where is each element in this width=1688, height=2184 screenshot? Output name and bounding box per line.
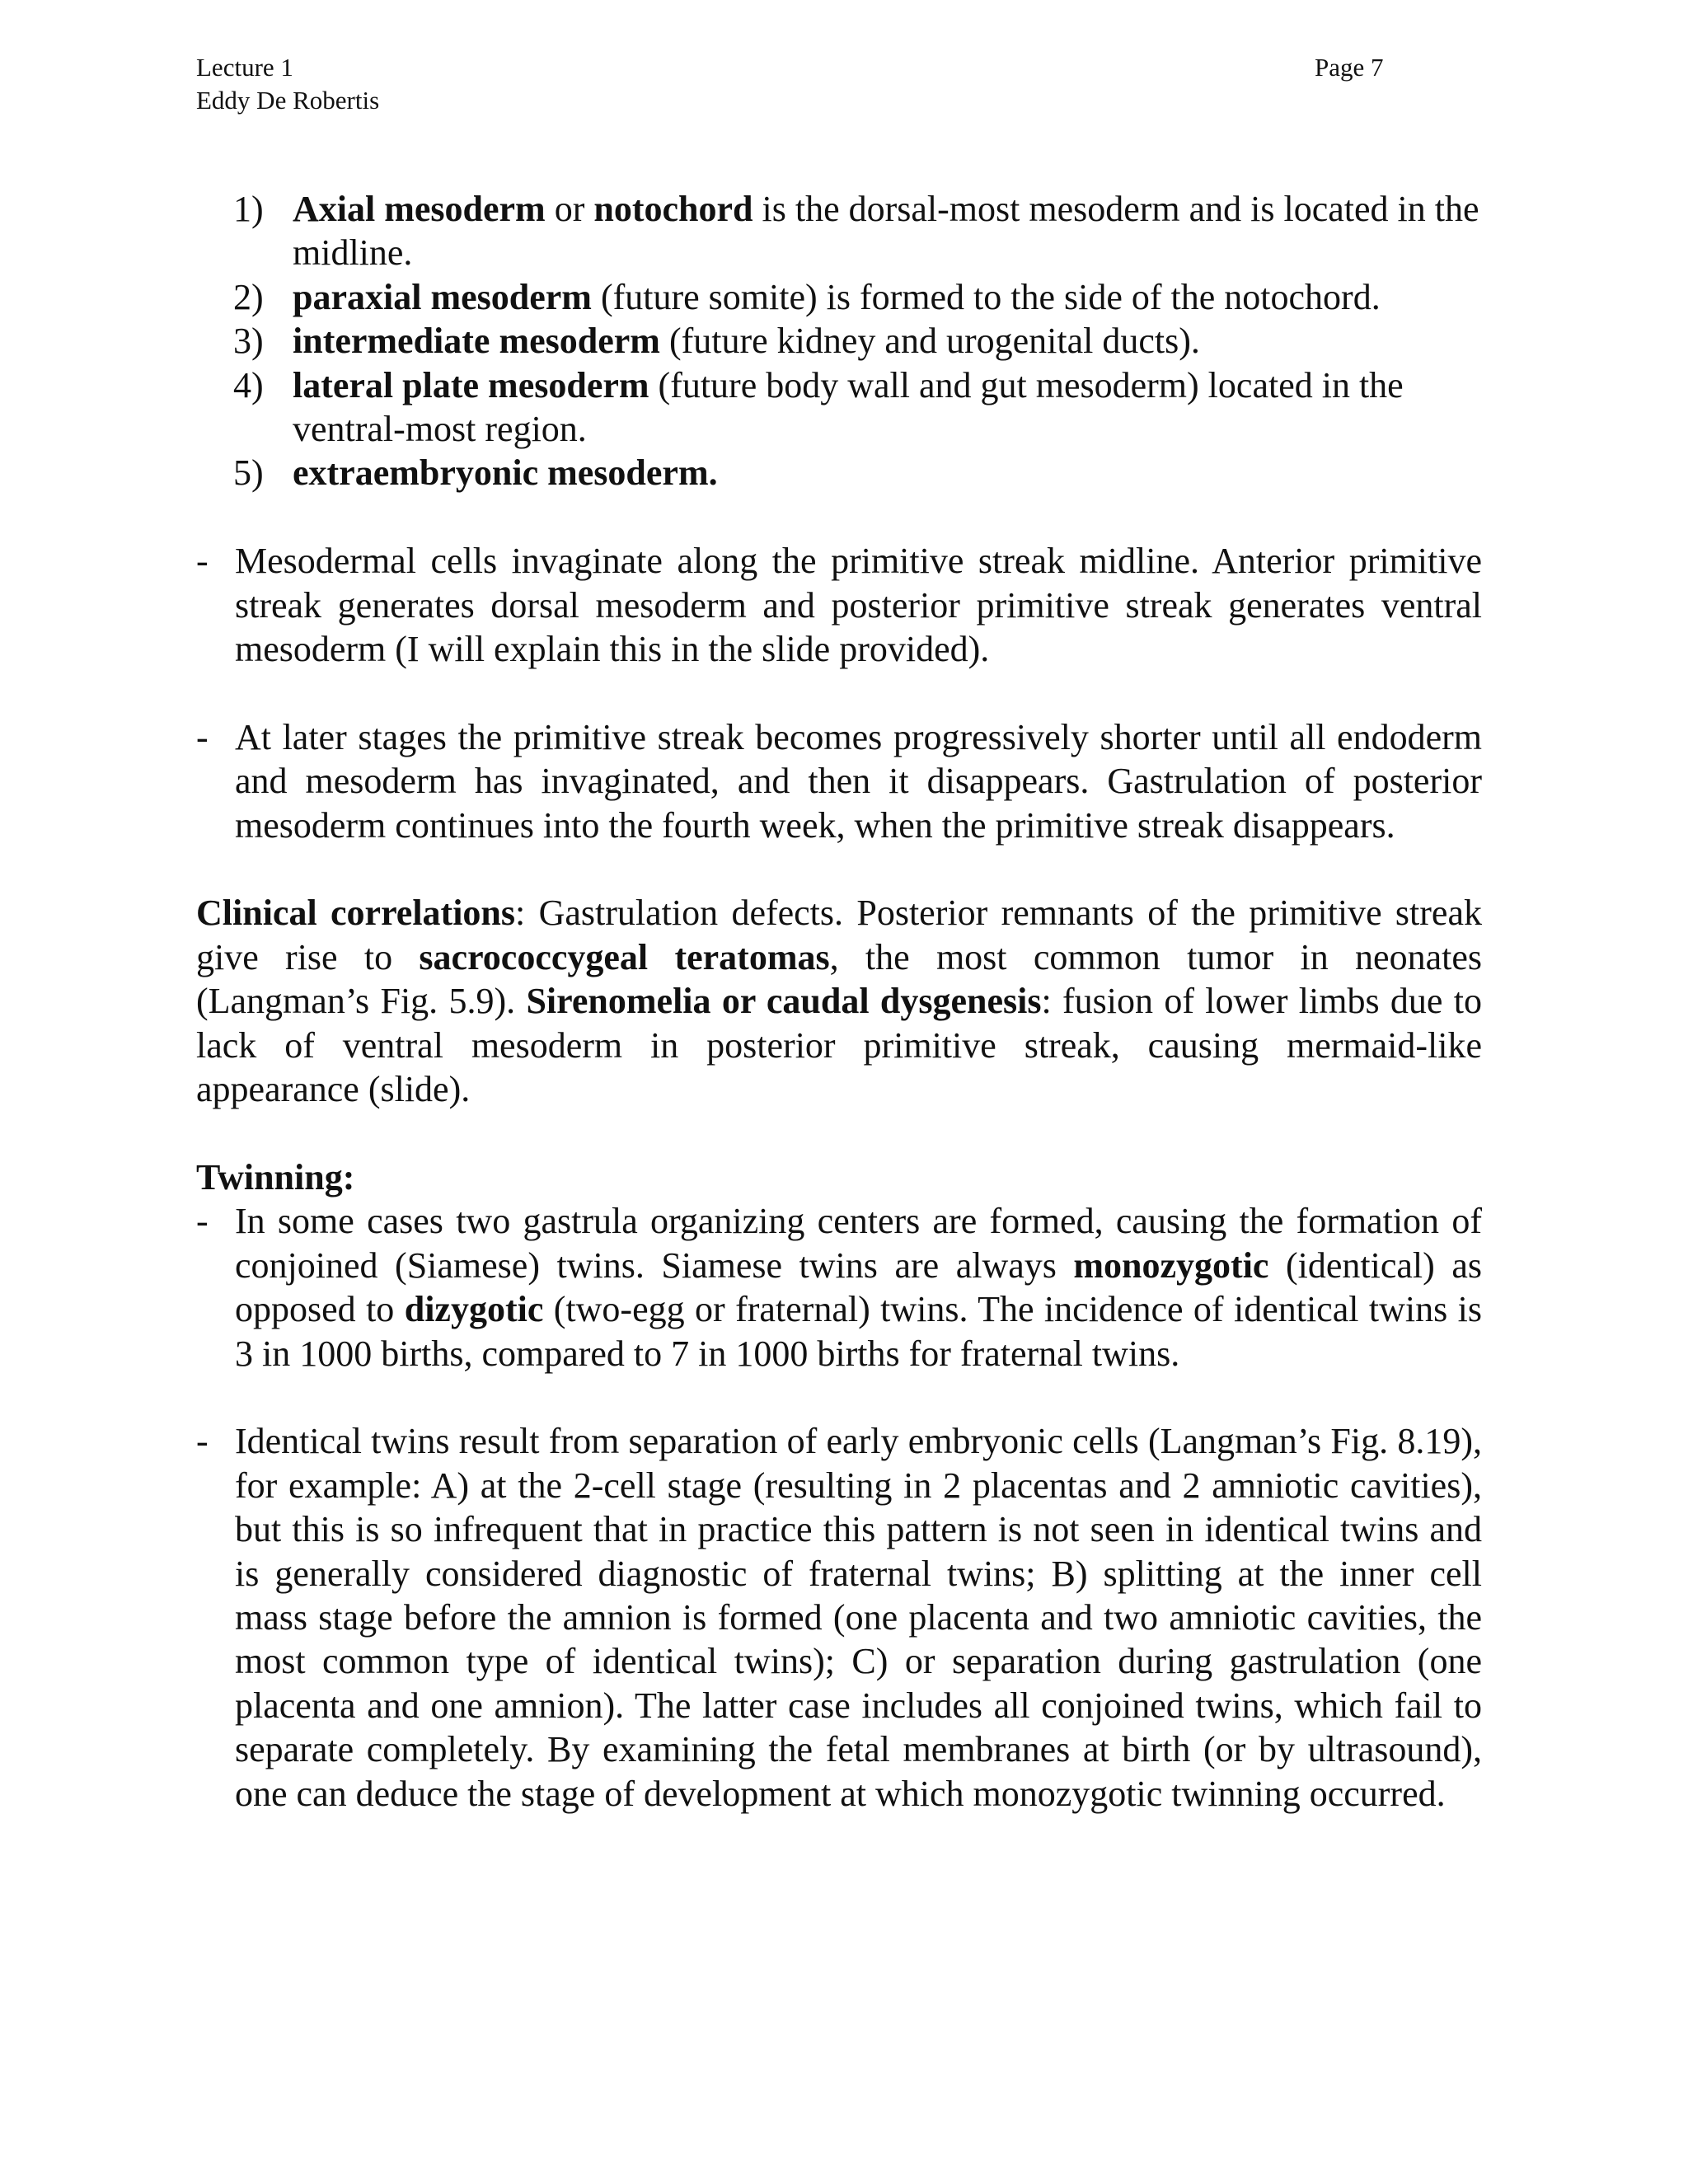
list-number: 4) [233, 364, 264, 405]
page-number: Page 7 [1315, 53, 1384, 82]
text-run: In some cases two gastrula organizing centers are formed, causing the formation of conjoined (Siamese) twins. Siamese twins are always [235, 1201, 1482, 1286]
list-number: 3) [233, 321, 264, 362]
term: notochord [593, 189, 753, 229]
dash-bullet: - [196, 1201, 209, 1242]
list-text [293, 187, 1482, 275]
clinical-correlations-paragraph [196, 891, 1482, 1111]
list-item [196, 319, 1482, 363]
term: paraxial mesoderm [293, 276, 592, 317]
text-run: or [545, 189, 594, 229]
dash-bullet: - [196, 716, 209, 757]
paragraph-text: At later stages the primitive streak becomes progressively shorter until all endoderm and mesoderm has invaginated, and then it disappears. Gastrulation of posterior mesoderm continues into the fourth week, when the primitive streak disappears. [235, 716, 1482, 846]
mesoderm-list [196, 187, 1482, 495]
dash-bullet: - [196, 1421, 209, 1462]
list-number: 1) [233, 189, 264, 229]
document-body [196, 187, 1482, 1816]
list-text [293, 451, 1482, 494]
page-header-left [196, 51, 379, 117]
term: lateral plate mesoderm [293, 364, 649, 405]
bullet-paragraph [196, 539, 1482, 671]
term: sacrococcygeal teratomas [419, 936, 830, 977]
section-heading: Twinning: [196, 1156, 355, 1197]
term: monozygotic [1073, 1244, 1269, 1286]
text-run: is the dorsal-most mesoderm and is located in the midline. [293, 189, 1479, 274]
term: dizygotic [404, 1289, 544, 1330]
list-text [293, 363, 1482, 452]
text-run: (future kidney and urogenital ducts). [659, 321, 1200, 362]
paragraph-text: Identical twins result from separation of early embryonic cells (Langman’s Fig. 8.19), for example: A) at the 2-cell stage (resulting in 2 placentas and 2 amniotic cavities), but this is so infrequent that in practice this pattern is not seen in identical twins and is generally considered diagnostic of fraternal twins; B) splitting at the inner cell mass stage before the amnion is formed (one placenta and two amniotic cavities, the most common type of identical twins); C) or separation during gastrulation (one placenta and one amnion). The latter case includes all conjoined twins, which fail to separate completely. By examining the fetal membranes at birth (or by ultrasound), one can deduce the stage of development at which monozygotic twinning occurred. [235, 1421, 1482, 1814]
paragraph-text: Mesodermal cells invaginate along the primitive streak midline. Anterior primitive streak generates dorsal mesoderm and posterior primitive streak generates ventral mesoderm (I will explain this in the slide provided). [235, 541, 1482, 670]
bullet-paragraph [196, 1199, 1482, 1376]
dash-bullet: - [196, 541, 209, 582]
lecture-label: Lecture 1 [196, 53, 293, 82]
term: extraembryonic mesoderm. [293, 452, 718, 494]
list-number: 2) [233, 276, 264, 317]
list-item [196, 363, 1482, 452]
list-item [196, 187, 1482, 275]
bullet-paragraph [196, 715, 1482, 847]
text-run: (future somite) is formed to the side of the notochord. [591, 276, 1381, 317]
text-run: (two-egg or fraternal) twins. The incidence of identical twins is 3 in 1000 births, compared to 7 in 1000 births for fraternal twins. [235, 1289, 1482, 1374]
author-name: Eddy De Robertis [196, 86, 380, 115]
list-item [196, 451, 1482, 494]
text-run: : fusion of lower limbs due to lack of ventral mesoderm in posterior primitive streak, causing mermaid-like appearance (slide). [196, 981, 1482, 1110]
text-run: (future body wall and gut mesoderm) located in the ventral-most region. [293, 364, 1404, 450]
text-run: , the most common tumor in neonates (Langman’s Fig. 5.9). [196, 936, 1482, 1022]
term: Axial mesoderm [293, 189, 546, 229]
bullet-paragraph [196, 1419, 1482, 1816]
text-run: : Gastrulation defects. Posterior remnants of the primitive streak give rise to [196, 893, 1482, 977]
paragraph-text [235, 1199, 1482, 1376]
term: Sirenomelia or caudal dysgenesis [526, 981, 1042, 1022]
section-label: Clinical correlations [196, 893, 516, 934]
list-item [196, 275, 1482, 319]
text-run: (identical) as opposed to [235, 1244, 1482, 1330]
list-text [293, 319, 1482, 363]
list-number: 5) [233, 452, 264, 494]
list-text [293, 275, 1482, 319]
term: intermediate mesoderm [293, 321, 660, 362]
